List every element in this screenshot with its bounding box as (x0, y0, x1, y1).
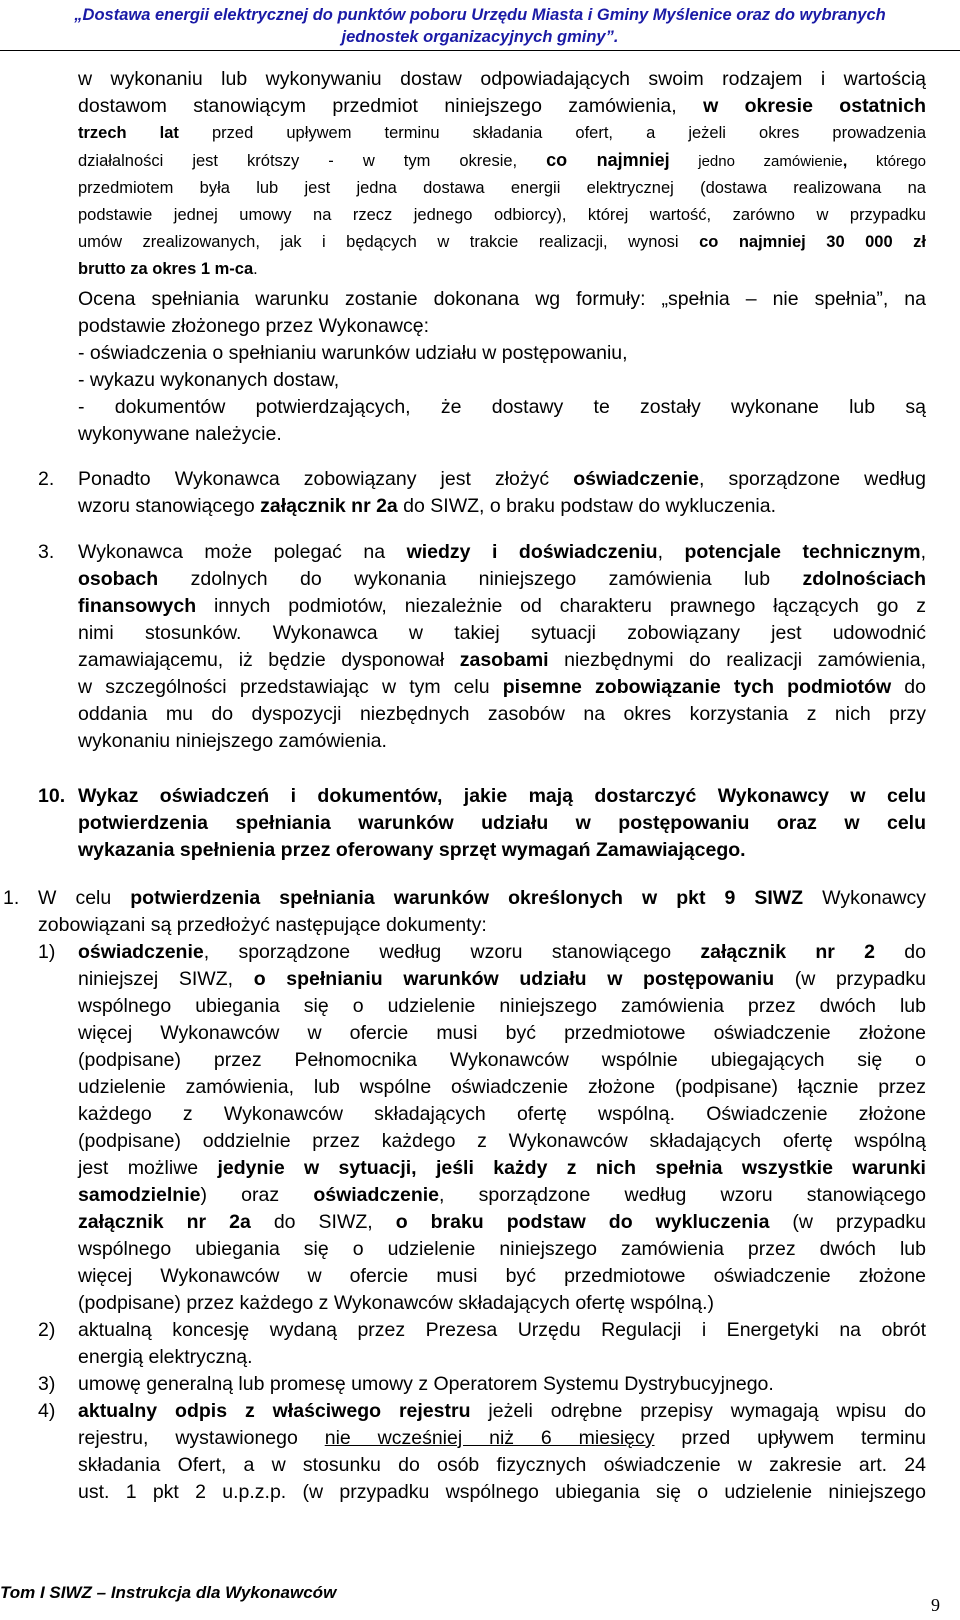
text-line: podstawie jednej umowy na rzecz jednego odbiorcy), której wartość, zarówno w przypadku (78, 206, 926, 224)
page-number: 9 (931, 1595, 940, 1615)
text-line: wspólnego ubiegania się o udzielenie niniejszego zamówienia przez dwóch lub (78, 1238, 926, 1260)
documents-intro (38, 885, 926, 939)
text-line: (podpisane) przez Pełnomocnika Wykonawców wspólnie ubiegających się o (78, 1049, 926, 1071)
text-line: oddania mu do dyspozycji niezbędnych zasobów na okres korzystania z nich przy (78, 703, 926, 725)
page-header (0, 4, 960, 48)
text-line: Ponadto Wykonawca zobowiązany jest złożyć oświadczenie, sporządzone według (78, 468, 926, 490)
text-line: wzoru stanowiącego załącznik nr 2a do SIWZ, o braku podstaw do wykluczenia. (78, 495, 777, 517)
sub-item-4 (78, 1398, 926, 1506)
text-line: brutto za okres 1 m-ca. (78, 260, 258, 278)
sub-item-2 (78, 1317, 926, 1371)
text-line: - dokumentów potwierdzających, że dostawy te zostały wykonane lub są (78, 396, 926, 418)
text-line: - oświadczenia o spełnianiu warunków udziału w postępowaniu, (78, 342, 628, 364)
sub-item-number: 1) (38, 941, 56, 963)
text-line: wspólnego ubiegania się o udzielenie niniejszego zamówienia przez dwóch lub (78, 995, 926, 1017)
text-line: - wykazu wykonanych dostaw, (78, 369, 340, 391)
header-line-1: „Dostawa energii elektrycznej do punktów poboru Urzędu Miasta i Gminy Myślenice oraz do wybranych (74, 6, 886, 24)
text-line: aktualny odpis z właściwego rejestru jeżeli odrębne przepisy wymagają wpisu do (78, 1400, 926, 1422)
section-10-heading (78, 783, 926, 864)
text-line: zamawiającemu, iż będzie dysponował zasobami niezbędnymi do realizacji zamówienia, (78, 649, 926, 671)
header-divider (0, 50, 960, 51)
text-line: podstawie złożonego przez Wykonawcę: (78, 315, 430, 337)
text-line: niniejszej SIWZ, o spełnianiu warunków udziału w postępowaniu (w przypadku (78, 968, 926, 990)
sub-item-1 (78, 939, 926, 1317)
text-line: składania Ofert, a w stosunku do osób fizycznych oświadczenie w zakresie art. 24 (78, 1454, 926, 1476)
text-line: udzielenie zamówienia, lub wspólne oświadczenie złożone (podpisane) łącznie przez (78, 1076, 926, 1098)
text-line: (podpisane) oddzielnie przez każdego z Wykonawców składających ofertę wspólną (78, 1130, 926, 1152)
text-line: nimi stosunków. Wykonawca w takiej sytuacji zobowiązany jest udowodnić (78, 622, 926, 644)
text-line: Wykonawca może polegać na wiedzy i doświadczeniu, potencjale technicznym, (78, 541, 926, 563)
text-line: działalności jest krótszy - w tym okresie, co najmniej jedno zamówienie, którego (78, 150, 926, 170)
conditions-paragraph (78, 66, 926, 283)
text-line: załącznik nr 2a do SIWZ, o braku podstaw do wykluczenia (w przypadku (78, 1211, 926, 1233)
text-line: w szczególności przedstawiając w tym celu pisemne zobowiązanie tych podmiotów do (78, 676, 927, 698)
text-line: umowę generalną lub promesę umowy z Operatorem Systemu Dystrybucyjnego. (78, 1373, 774, 1395)
text-line: (podpisane) przez każdego z Wykonawców składających ofertę wspólną.) (78, 1292, 715, 1314)
text-line: W celu potwierdzenia spełniania warunków określonych w pkt 9 SIWZ Wykonawcy (38, 887, 926, 909)
footer-title: Tom I SIWZ – Instrukcja dla Wykonawców (0, 1583, 337, 1602)
header-line-2: jednostek organizacyjnych gminy”. (341, 28, 619, 46)
text-line: przedmiotem była lub jest jedna dostawa energii elektrycznej (dostawa realizowana na (78, 179, 926, 197)
text-line: trzech lat przed upływem terminu składania ofert, a jeżeli okres prowadzenia (78, 124, 926, 142)
text-line: potwierdzenia spełniania warunków udziału w postępowaniu oraz w celu (78, 812, 926, 834)
item-2-paragraph (78, 466, 926, 520)
text-line: wykonywane należycie. (78, 423, 282, 445)
text-line: osobach zdolnych do wykonania niniejszego zamówienia lub zdolnościach (78, 568, 926, 590)
text-line: wykonaniu niniejszego zamówienia. (78, 730, 387, 752)
text-line: oświadczenie, sporządzone według wzoru stanowiącego załącznik nr 2 do (78, 941, 926, 963)
text-line: wykazania spełnienia przez oferowany sprzęt wymagań Zamawiającego. (78, 839, 746, 861)
text-line: jest możliwe jedynie w sytuacji, jeśli każdy z nich spełnia wszystkie warunki (78, 1157, 926, 1179)
text-line: energią elektryczną. (78, 1346, 253, 1368)
item-number: 1. (3, 887, 20, 909)
text-line: Wykaz oświadczeń i dokumentów, jakie mają dostarczyć Wykonawcy w celu (78, 785, 926, 807)
text-line: ust. 1 pkt 2 u.p.z.p. (w przypadku wspólnego ubiegania się o udzielenie niniejszego (78, 1481, 926, 1503)
text-line: samodzielnie) oraz oświadczenie, sporządzone według wzoru stanowiącego (78, 1184, 926, 1206)
section-number: 10. (38, 785, 66, 807)
text-line: w wykonaniu lub wykonywaniu dostaw odpowiadających swoim rodzajem i wartością (78, 68, 926, 90)
text-line: każdego z Wykonawców składających ofertę wspólną. Oświadczenie złożone (78, 1103, 926, 1125)
text-line: finansowych innych podmiotów, niezależnie od charakteru prawnego łączących go z (78, 595, 926, 617)
text-line: zobowiązani są przedłożyć następujące dokumenty: (38, 914, 487, 936)
text-line: rejestru, wystawionego nie wcześniej niż 6 miesięcy przed upływem terminu (78, 1427, 926, 1449)
text-line: dostawom stanowiącym przedmiot niniejszego zamówienia, w okresie ostatnich (78, 95, 926, 117)
sub-item-number: 4) (38, 1400, 56, 1422)
text-line: aktualną koncesję wydaną przez Prezesa Urzędu Regulacji i Energetyki na obrót (78, 1319, 926, 1341)
assessment-paragraph (78, 286, 926, 448)
text-line: Ocena spełniania warunku zostanie dokonana wg formuły: „spełnia – nie spełnia”, na (78, 288, 926, 310)
text-line: umów zrealizowanych, jak i będących w trakcie realizacji, wynosi co najmniej 30 000 zł (78, 233, 926, 251)
text-line: więcej Wykonawców w ofercie musi być przedmiotowe oświadczenie złożone (78, 1265, 926, 1287)
sub-item-number: 2) (38, 1319, 56, 1341)
item-number: 2. (38, 468, 55, 490)
text-line: więcej Wykonawców w ofercie musi być przedmiotowe oświadczenie złożone (78, 1022, 926, 1044)
sub-item-number: 3) (38, 1373, 56, 1395)
sub-item-3 (78, 1371, 926, 1398)
item-3-paragraph (78, 539, 926, 755)
item-number: 3. (38, 541, 55, 563)
